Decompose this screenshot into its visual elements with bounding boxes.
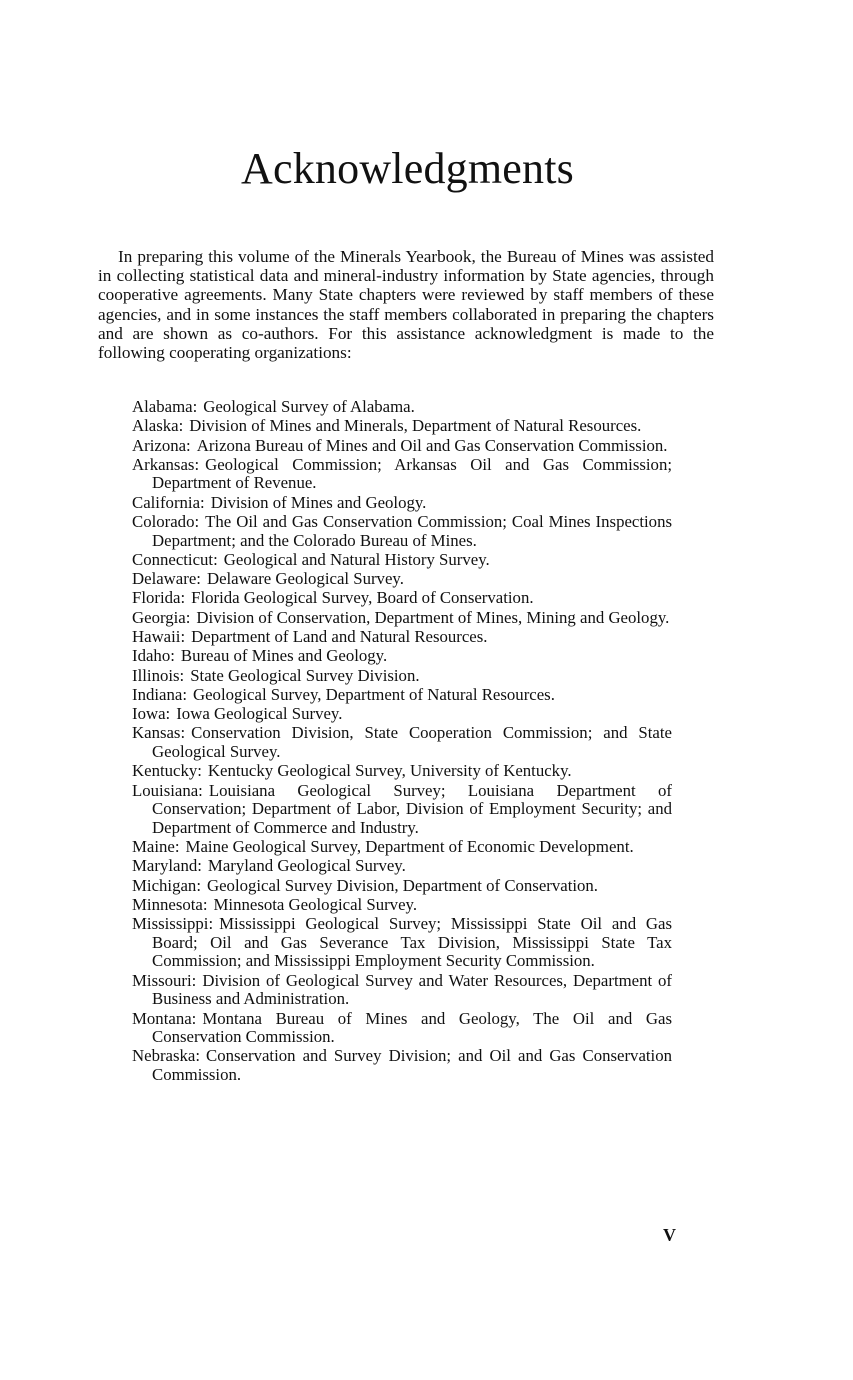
agency-text: Bureau of Mines and Geology. xyxy=(180,646,388,666)
agency-text: Geological Survey of Alabama. xyxy=(203,397,415,416)
state-name: Delaware: xyxy=(132,569,201,589)
list-item xyxy=(132,896,672,915)
agency-text: Conservation and Survey Division; and Oil and Gas Conservation Commission. xyxy=(152,1046,672,1084)
state-name: Idaho: xyxy=(132,646,175,666)
state-name: Illinois: xyxy=(132,665,185,685)
list-item xyxy=(132,437,672,456)
agency-list xyxy=(132,398,672,1085)
agency-text: Louisiana Geological Survey; Louisiana Department of Conservation; Department of Labor, Division of Employment Security; and Department of Commerce and Industry. xyxy=(152,780,672,837)
list-item xyxy=(132,570,672,589)
list-item xyxy=(132,686,672,705)
intro-paragraph: In preparing this volume of the Minerals Yearbook, the Bureau of Mines was assisted in collecting statistical data and mineral-industry information by State agencies, through cooperative agreements. Many State chapters were reviewed by staff members of these agencies, and in some instances the staff members collaborated in preparing the chapters and are shown as co-authors. For this assistance acknowledgment is made to the following cooperating organizations: xyxy=(98,247,714,363)
state-name: Michigan: xyxy=(132,875,201,895)
agency-text: Division of Conservation, Department of Mines, Mining and Geology. xyxy=(196,607,670,627)
list-item xyxy=(132,724,672,761)
list-item xyxy=(132,628,672,647)
agency-text: Mississippi Geological Survey; Mississippi State Oil and Gas Board; Oil and Gas Severance Tax Division, Mississippi State Tax Commission; and Mississippi Employment Security Commission. xyxy=(152,914,672,971)
list-item xyxy=(132,667,672,686)
list-item xyxy=(132,609,672,628)
agency-text: The Oil and Gas Conservation Commission; Coal Mines Inspections Department; and the Colorado Bureau of Mines. xyxy=(152,512,672,550)
list-item xyxy=(132,398,672,417)
state-name: Arizona: xyxy=(132,435,191,455)
list-item xyxy=(132,1010,672,1047)
agency-text: Geological Survey, Department of Natural Resources. xyxy=(192,684,555,704)
agency-text: State Geological Survey Division. xyxy=(190,665,420,685)
agency-text: Division of Geological Survey and Water Resources, Department of Business and Administration. xyxy=(152,970,672,1009)
state-name: Minnesota: xyxy=(132,894,208,914)
agency-text: Department of Land and Natural Resources. xyxy=(191,627,488,646)
list-item xyxy=(132,972,672,1009)
agency-text: Iowa Geological Survey. xyxy=(176,704,343,724)
list-item xyxy=(132,456,672,493)
agency-text: Montana Bureau of Mines and Geology, The Oil and Gas Conservation Commission. xyxy=(152,1008,672,1047)
state-name: Georgia: xyxy=(132,607,191,627)
page-number: V xyxy=(663,1225,676,1245)
state-name: Arkansas: xyxy=(132,454,200,474)
state-name: Florida: xyxy=(132,588,186,608)
agency-text: Florida Geological Survey, Board of Conservation. xyxy=(191,588,534,608)
state-name: California: xyxy=(132,492,205,512)
state-name: Kentucky: xyxy=(132,761,202,781)
agency-text: Maine Geological Survey, Department of Economic Development. xyxy=(185,837,634,857)
state-name: Maine: xyxy=(132,837,180,857)
list-item xyxy=(132,551,672,570)
state-name: Montana: xyxy=(132,1008,197,1028)
list-item xyxy=(132,417,672,436)
agency-text: Kentucky Geological Survey, University of Kentucky. xyxy=(207,761,572,781)
state-name: Indiana: xyxy=(132,684,187,704)
agency-text: Division of Mines and Geology. xyxy=(210,492,427,512)
list-item xyxy=(132,589,672,608)
list-item xyxy=(132,838,672,857)
agency-text: Maryland Geological Survey. xyxy=(207,856,406,876)
list-item xyxy=(132,782,672,838)
agency-text: Geological Commission; Arkansas Oil and Gas Commission; Department of Revenue. xyxy=(152,454,672,493)
state-name: Connecticut: xyxy=(132,549,218,569)
agency-text: Delaware Geological Survey. xyxy=(206,569,404,589)
agency-text: Geological and Natural History Survey. xyxy=(223,549,490,569)
list-item xyxy=(132,513,672,550)
state-name: Maryland: xyxy=(132,856,202,876)
state-name: Alaska: xyxy=(132,416,184,436)
agency-text: Geological Survey Division, Department of Conservation. xyxy=(206,875,599,895)
state-name: Hawaii: xyxy=(132,627,186,646)
state-name: Mississippi: xyxy=(132,914,214,934)
agency-text: Conservation Division, State Cooperation Commission; and State Geological Survey. xyxy=(152,723,672,761)
state-name: Kansas: xyxy=(132,723,186,743)
agency-text: Minnesota Geological Survey. xyxy=(213,894,418,914)
agency-text: Division of Mines and Minerals, Department of Natural Resources. xyxy=(189,416,642,436)
list-item xyxy=(132,915,672,971)
list-item xyxy=(132,1047,672,1084)
list-item xyxy=(132,762,672,781)
agency-text: Arizona Bureau of Mines and Oil and Gas Conservation Commission. xyxy=(196,435,668,455)
list-item xyxy=(132,857,672,876)
state-name: Nebraska: xyxy=(132,1046,201,1066)
state-name: Colorado: xyxy=(132,512,200,531)
list-item xyxy=(132,705,672,724)
page-title: Acknowledgments xyxy=(241,144,574,193)
list-item xyxy=(132,494,672,513)
list-item xyxy=(132,647,672,666)
state-name: Iowa: xyxy=(132,704,171,724)
state-name: Missouri: xyxy=(132,970,197,990)
state-name: Alabama: xyxy=(132,397,198,416)
state-name: Louisiana: xyxy=(132,780,203,800)
list-item xyxy=(132,877,672,896)
